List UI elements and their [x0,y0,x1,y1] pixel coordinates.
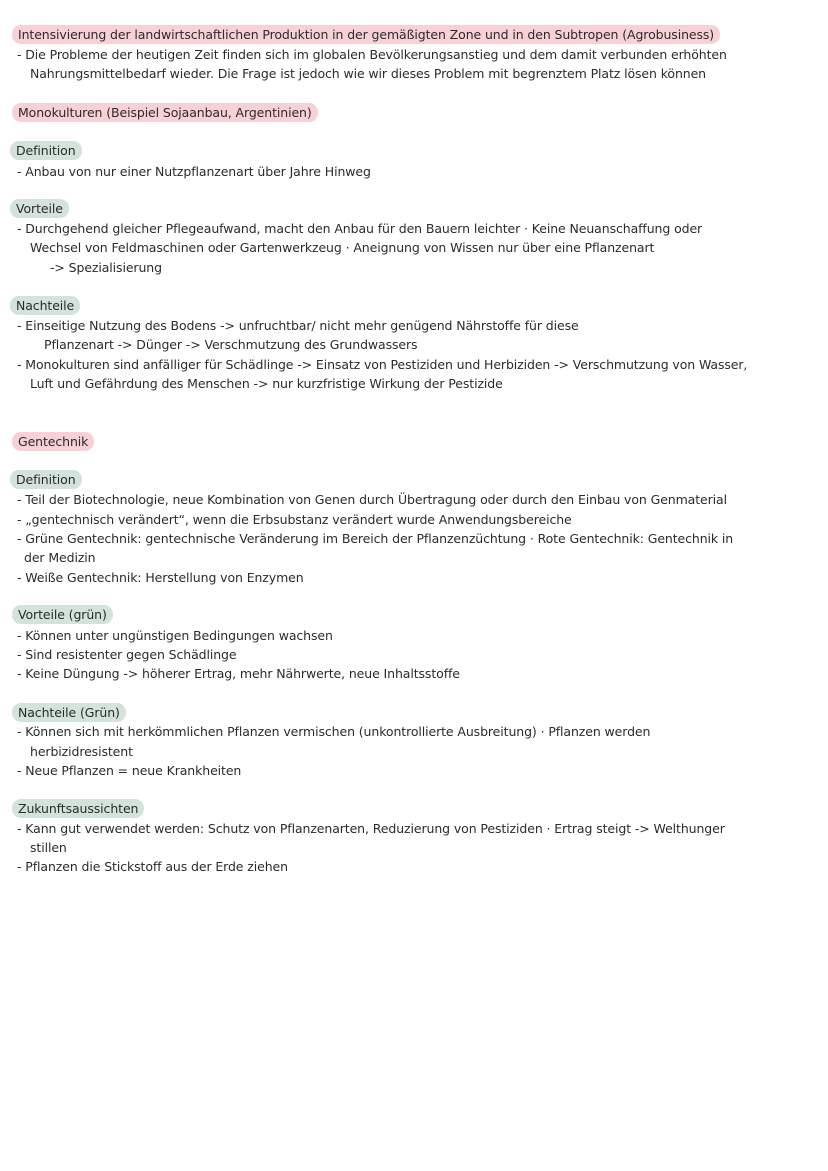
gen-zukunft-line-2: stillen [30,840,67,855]
mono-vorteile-line-1: - Durchgehend gleicher Pflegeaufwand, macht den Anbau für den Bauern leichter · Keine Neuanschaffung oder [17,221,703,236]
gen-nachteile-line-1: - Können sich mit herkömmlichen Pflanzen vermischen (unkontrollierte Ausbreitung) · Pflanzen werden [17,724,651,739]
gen-definition-line-3: - Grüne Gentechnik: gentechnische Veränderung im Bereich der Pflanzenzüchtung · Rote Gentechnik: Gentechnik in [17,531,734,546]
gen-definition-line-2: - „gentechnisch verändert“, wenn die Erbsubstanz verändert wurde Anwendungsbereiche [17,512,572,527]
gen-zukunft-line-3: - Pflanzen die Stickstoff aus der Erde ziehen [17,859,288,874]
mono-vorteile-line-2: Wechsel von Feldmaschinen oder Gartenwerkzeug · Aneignung von Wissen nur über eine Pflanzenart [30,240,655,255]
intro-title: Intensivierung der landwirtschaftlichen Produktion in der gemäßigten Zone und in den Subtropen (Agrobusiness) [12,25,720,44]
gen-nachteile-line-2: herbizidresistent [30,744,133,759]
gen-nachteile-line-3: - Neue Pflanzen = neue Krankheiten [17,763,242,778]
intro-line-2: Nahrungsmittelbedarf wieder. Die Frage ist jedoch wie wir dieses Problem mit begrenztem Platz lösen können [30,66,706,81]
mono-definition-heading: Definition [10,141,82,160]
gen-vorteile-line-1: - Können unter ungünstigen Bedingungen wachsen [17,628,333,643]
gen-vorteile-line-3: - Keine Düngung -> höherer Ertrag, mehr Nährwerte, neue Inhaltsstoffe [17,666,460,681]
gen-definition-line-5: - Weiße Gentechnik: Herstellung von Enzymen [17,570,304,585]
gen-definition-line-4: der Medizin [24,550,96,565]
mono-nachteile-line-2: Pflanzenart -> Dünger -> Verschmutzung des Grundwassers [44,337,418,352]
mono-nachteile-line-4: Luft und Gefährdung des Menschen -> nur kurzfristige Wirkung der Pestizide [30,376,503,391]
gen-zukunft-line-1: - Kann gut verwendet werden: Schutz von Pflanzenarten, Reduzierung von Pestiziden · Ertrag steigt -> Welthunger [17,821,725,836]
mono-vorteile-line-3: -> Spezialisierung [50,260,162,275]
monokulturen-title: Monokulturen (Beispiel Sojaanbau, Argentinien) [12,103,318,122]
mono-nachteile-heading: Nachteile [10,296,80,315]
gen-zukunft-heading: Zukunftsaussichten [12,799,144,818]
mono-vorteile-heading: Vorteile [10,199,69,218]
mono-nachteile-line-3: - Monokulturen sind anfälliger für Schädlinge -> Einsatz von Pestiziden und Herbiziden -> Verschmutzung von Wasser, [17,357,748,372]
gen-nachteile-heading: Nachteile (Grün) [12,703,126,722]
mono-nachteile-line-1: - Einseitige Nutzung des Bodens -> unfruchtbar/ nicht mehr genügend Nährstoffe für diese [17,318,579,333]
gen-vorteile-line-2: - Sind resistenter gegen Schädlinge [17,647,237,662]
gen-definition-heading: Definition [10,470,82,489]
gentechnik-title: Gentechnik [12,432,94,451]
gen-vorteile-heading: Vorteile (grün) [12,605,113,624]
intro-line-1: - Die Probleme der heutigen Zeit finden sich im globalen Bevölkerungsanstieg und dem damit verbunden erhöhten [17,47,727,62]
mono-definition-line: - Anbau von nur einer Nutzpflanzenart über Jahre Hinweg [17,164,371,179]
gen-definition-line-1: - Teil der Biotechnologie, neue Kombination von Genen durch Übertragung oder durch den Einbau von Genmaterial [17,492,727,507]
